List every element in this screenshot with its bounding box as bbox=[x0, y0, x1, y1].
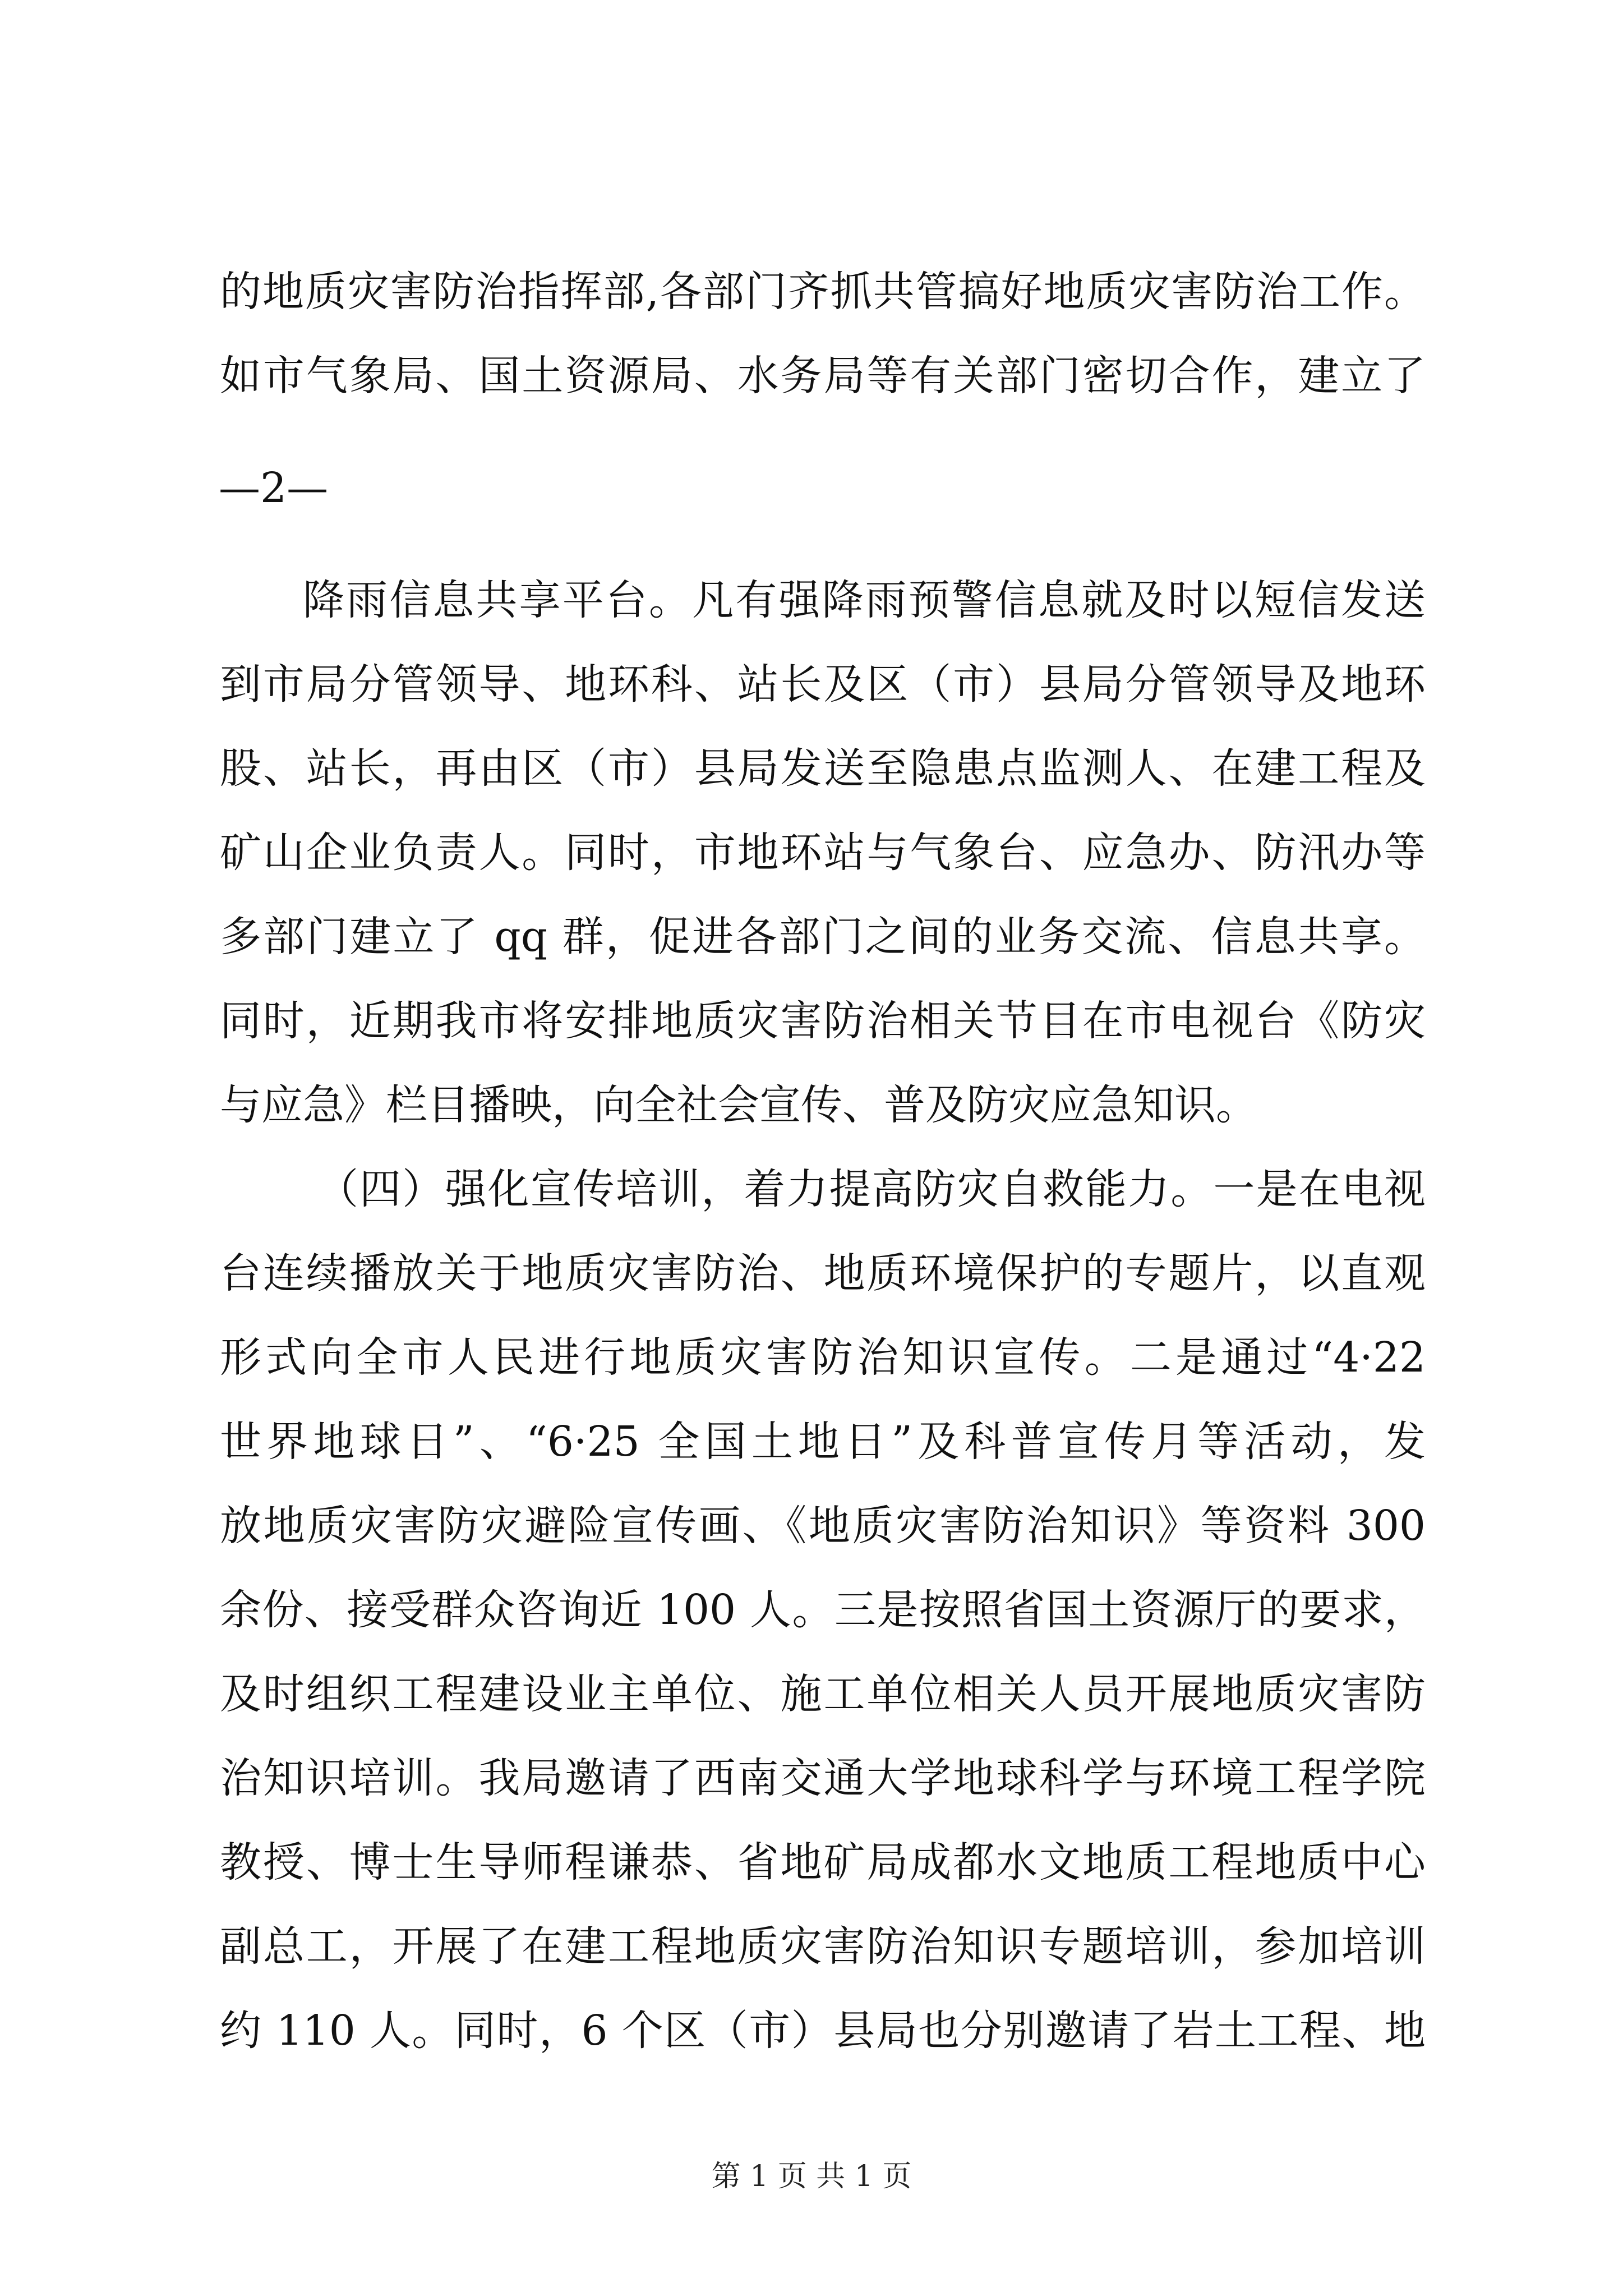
paragraph-line-2: 如市气象局、国土资源局、水务局等有关部门密切合作，建立了 bbox=[220, 352, 1426, 400]
paragraph-line-10: （四）强化宣传培训，着力提高防灾自救能力。一是在电视 bbox=[317, 1165, 1426, 1213]
paragraph-line-13: 世界地球日”、“6·25 全国土地日”及科普宣传月等活动，发 bbox=[220, 1418, 1426, 1466]
paragraph-line-12: 形式向全市人民进行地质灾害防治知识宣传。二是通过“4·22 bbox=[220, 1333, 1426, 1382]
paragraph-line-11: 台连续播放关于地质灾害防治、地质环境保护的专题片，以直观 bbox=[220, 1249, 1426, 1297]
paragraph-line-17: 治知识培训。我局邀请了西南交通大学地球科学与环境工程学院 bbox=[220, 1754, 1426, 1802]
paragraph-line-20: 约 110 人。同时，6 个区（市）县局也分别邀请了岩土工程、地 bbox=[220, 2007, 1426, 2055]
paragraph-line-14: 放地质灾害防灾避险宣传画、《地质灾害防治知识》等资料 300 bbox=[220, 1502, 1426, 1550]
paragraph-line-6: 矿山企业负责人。同时，市地环站与气象台、应急办、防汛办等 bbox=[220, 829, 1426, 877]
paragraph-line-8: 同时，近期我市将安排地质灾害防治相关节目在市电视台《防灾 bbox=[220, 997, 1426, 1045]
page-footer: 第 1 页 共 1 页 bbox=[711, 2160, 912, 2193]
paragraph-line-5: 股、站长，再由区（市）县局发送至隐患点监测人、在建工程及 bbox=[220, 744, 1426, 793]
paragraph-line-4: 到市局分管领导、地环科、站长及区（市）县局分管领导及地环 bbox=[220, 660, 1426, 708]
paragraph-line-1: 的地质灾害防治指挥部,各部门齐抓共管搞好地质灾害防治工作。 bbox=[220, 268, 1426, 316]
paragraph-line-9: 与应急》栏目播映，向全社会宣传、普及防灾应急知识。 bbox=[220, 1081, 1257, 1129]
inline-page-number: —2— bbox=[219, 464, 329, 512]
paragraph-line-3: 降雨信息共享平台。凡有强降雨预警信息就及时以短信发送 bbox=[303, 576, 1426, 624]
paragraph-line-15: 余份、接受群众咨询近 100 人。三是按照省国土资源厅的要求， bbox=[220, 1586, 1426, 1634]
paragraph-line-19: 副总工，开展了在建工程地质灾害防治知识专题培训，参加培训 bbox=[220, 1922, 1426, 1971]
paragraph-line-7: 多部门建立了 qq 群，促进各部门之间的业务交流、信息共享。 bbox=[220, 913, 1426, 961]
paragraph-line-16: 及时组织工程建设业主单位、施工单位相关人员开展地质灾害防 bbox=[220, 1670, 1426, 1718]
paragraph-line-18: 教授、博士生导师程谦恭、省地矿局成都水文地质工程地质中心 bbox=[220, 1838, 1426, 1887]
